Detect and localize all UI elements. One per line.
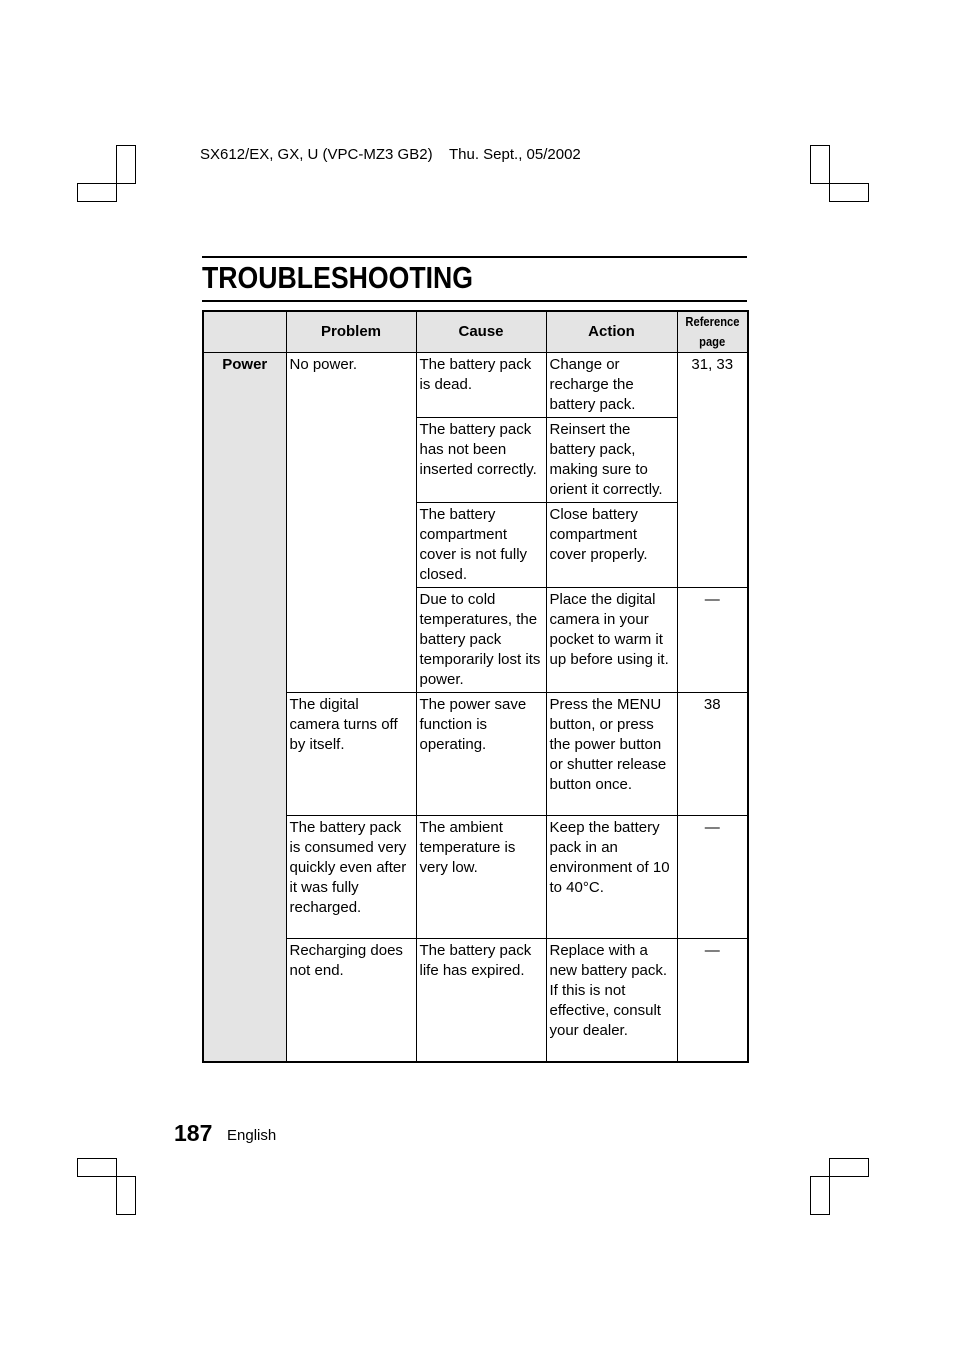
top-rule bbox=[202, 256, 747, 258]
reference-cell: 38 bbox=[677, 693, 748, 816]
reference-cell: — bbox=[677, 588, 748, 693]
reference-header bbox=[677, 311, 748, 353]
troubleshooting-table bbox=[202, 310, 749, 1063]
reference-cell: 31, 33 bbox=[677, 353, 748, 588]
problem-header: Problem bbox=[286, 311, 416, 353]
action-cell: Replace with a new battery pack. If this is not effective, consult your dealer. bbox=[546, 939, 677, 1062]
crop-mark bbox=[810, 1176, 830, 1215]
cause-cell: Due to cold temperatures, the battery pack temporarily lost its power. bbox=[416, 588, 546, 693]
problem-cell: Recharging does not end. bbox=[286, 939, 416, 1062]
action-cell: Press the MENU button, or press the power button or shutter release button once. bbox=[546, 693, 677, 816]
cause-header: Cause bbox=[416, 311, 546, 353]
action-cell: Place the digital camera in your pocket to warm it up before using it. bbox=[546, 588, 677, 693]
problem-cell: The battery pack is consumed very quickly even after it was fully recharged. bbox=[286, 816, 416, 939]
action-header: Action bbox=[546, 311, 677, 353]
action-cell: Change or recharge the battery pack. bbox=[546, 353, 677, 418]
action-cell: Keep the battery pack in an environment of 10 to 40°C. bbox=[546, 816, 677, 939]
cause-cell: The battery compartment cover is not fully closed. bbox=[416, 503, 546, 588]
cause-cell: The battery pack life has expired. bbox=[416, 939, 546, 1062]
table-row bbox=[203, 353, 748, 418]
crop-mark bbox=[77, 1158, 117, 1177]
print-date: Thu. Sept., 05/2002 bbox=[448, 146, 581, 163]
crop-mark bbox=[116, 1176, 136, 1215]
model-info: SX612/EX, GX, U (VPC-MZ3 GB2) bbox=[200, 146, 433, 163]
action-cell: Close battery compartment cover properly. bbox=[546, 503, 677, 588]
document-header bbox=[200, 146, 581, 163]
cause-cell: The power save function is operating. bbox=[416, 693, 546, 816]
bottom-rule bbox=[202, 300, 747, 302]
problem-cell: The digital camera turns off by itself. bbox=[286, 693, 416, 816]
cause-cell: The battery pack is dead. bbox=[416, 353, 546, 418]
category-header bbox=[203, 311, 286, 353]
page-title: TROUBLESHOOTING bbox=[202, 260, 474, 295]
crop-mark bbox=[810, 145, 830, 184]
reference-header-line1: Reference bbox=[685, 314, 740, 329]
cause-cell: The battery pack has not been inserted correctly. bbox=[416, 418, 546, 503]
page-number: 187 bbox=[174, 1120, 213, 1146]
problem-cell: No power. bbox=[286, 353, 416, 693]
language-label: English bbox=[227, 1127, 277, 1144]
action-cell: Reinsert the battery pack, making sure to orient it correctly. bbox=[546, 418, 677, 503]
reference-header-line2: page bbox=[699, 334, 726, 349]
crop-mark bbox=[77, 183, 117, 202]
crop-mark bbox=[829, 1158, 869, 1177]
reference-cell: — bbox=[677, 816, 748, 939]
crop-mark bbox=[829, 183, 869, 202]
crop-mark bbox=[116, 145, 136, 184]
cause-cell: The ambient temperature is very low. bbox=[416, 816, 546, 939]
reference-cell: — bbox=[677, 939, 748, 1062]
category-cell: Power bbox=[203, 353, 286, 1062]
table-header-row bbox=[203, 311, 748, 353]
